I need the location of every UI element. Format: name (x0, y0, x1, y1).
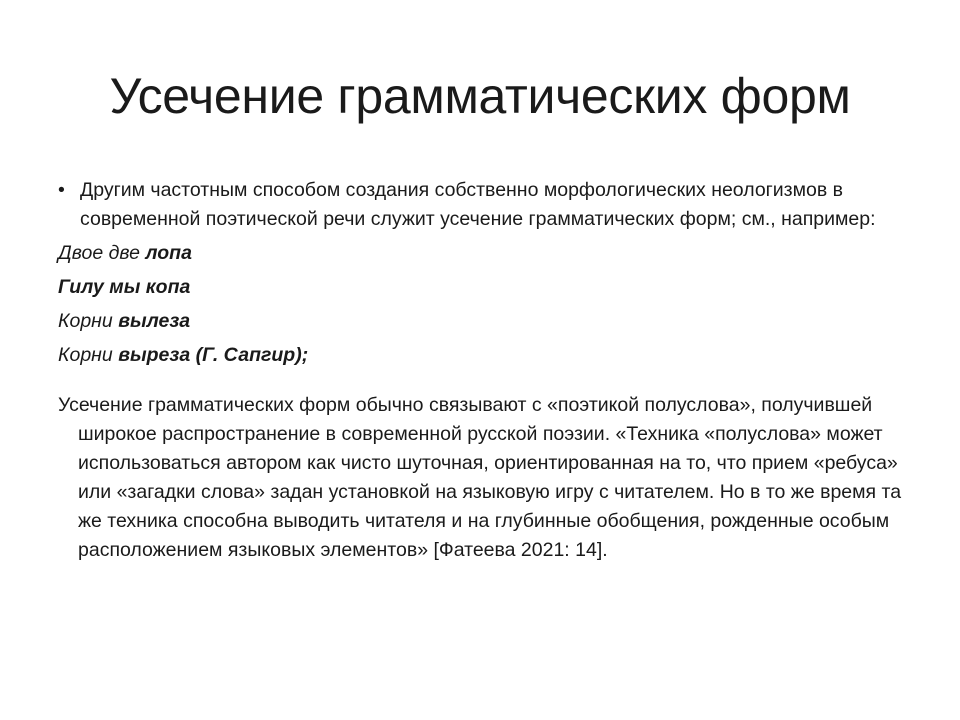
poem-line-plain: Корни (58, 344, 119, 366)
bullet-text: Другим частотным способом создания собственно морфологических неологизмов в современной поэтической речи служит усечение грамматических форм; см., например: (80, 179, 876, 230)
poem-line-3 (58, 304, 908, 338)
slide-content (58, 176, 908, 565)
poem-line-plain: Корни (58, 310, 119, 332)
bullet-item (58, 176, 908, 234)
slide-title: Усечение грамматических форм (109, 68, 851, 124)
body-paragraph: Усечение грамматических форм обычно связывают с «поэтикой полуслова», получившей широкое распространение в современной русской поэзии. «Техника «полуслова» может использоваться автором как чисто шуточная, ориентированная на то, что прием «ребуса» или «загадки слова» задан установкой на языковую игру с читателем. Но в то же время та же техника способна выводить читателя и на глубинные обобщения, рожденные особым расположением языковых элементов» [Фатеева 2021: 14]. (58, 394, 902, 561)
poem-line-bold: лопа (145, 242, 192, 264)
poem-line-4 (58, 338, 908, 372)
bullet-marker: • (58, 179, 65, 201)
poem-line-2 (58, 270, 908, 304)
spacer (58, 372, 908, 391)
poem-line-plain: Двое две (58, 242, 146, 264)
poem-line-bold: Гилу мы копа (58, 276, 191, 298)
poem-line-bold: выреза (Г. Сапгир); (118, 344, 309, 366)
poem-line-1 (58, 236, 908, 270)
poem-line-bold: вылеза (118, 310, 191, 332)
